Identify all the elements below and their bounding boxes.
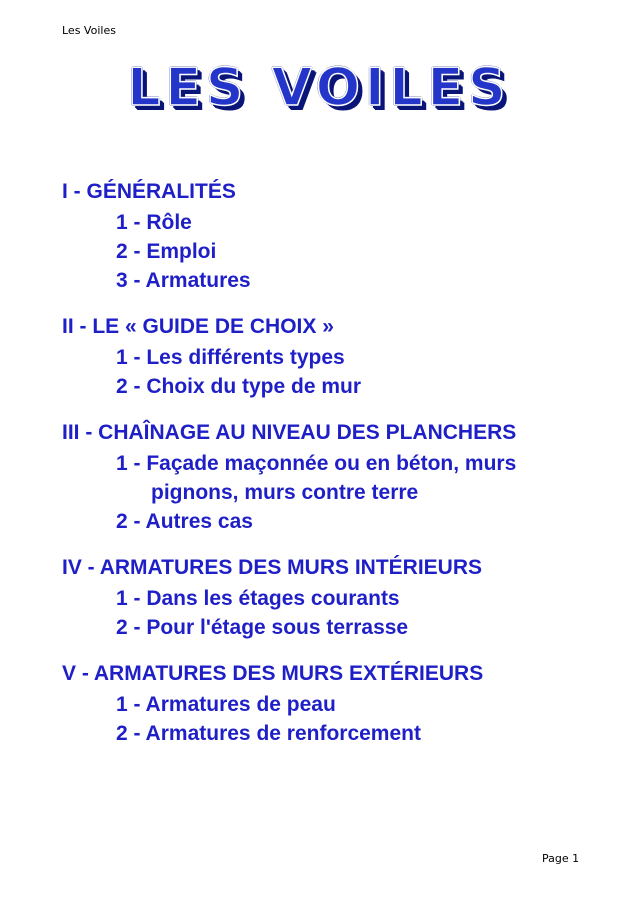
section-title: V - ARMATURES DES MURS EXTÉRIEURS [62, 662, 484, 685]
list-item: 2 - Armatures de renforcement [116, 722, 421, 745]
table-of-contents [62, 176, 602, 748]
list-item-continuation: pignons, murs contre terre [151, 481, 419, 504]
section-items [62, 343, 602, 401]
section-generalites [62, 176, 602, 295]
running-header: Les Voiles [62, 24, 116, 37]
section-guide-de-choix [62, 311, 602, 401]
title-block [0, 58, 638, 118]
list-item: 1 - Les différents types [116, 346, 345, 369]
section-items [62, 690, 602, 748]
section-title: III - CHAÎNAGE AU NIVEAU DES PLANCHERS [62, 421, 517, 444]
document-title: LES VOILES [127, 58, 511, 118]
section-title: I - GÉNÉRALITÉS [62, 180, 236, 203]
list-item: 3 - Armatures [116, 269, 251, 292]
page-number: Page 1 [542, 852, 580, 865]
list-item: 1 - Façade maçonnée ou en béton, murs [116, 452, 517, 475]
list-item: 2 - Autres cas [116, 510, 253, 533]
list-item: 2 - Choix du type de mur [116, 375, 362, 398]
section-title: IV - ARMATURES DES MURS INTÉRIEURS [62, 556, 483, 579]
section-title: II - LE « GUIDE DE CHOIX » [62, 315, 334, 338]
list-item: 2 - Emploi [116, 240, 217, 263]
list-item: 1 - Armatures de peau [116, 693, 336, 716]
list-item: 1 - Rôle [116, 211, 192, 234]
section-chainage [62, 417, 602, 536]
section-items [62, 584, 602, 642]
section-murs-interieurs [62, 552, 602, 642]
section-murs-exterieurs [62, 658, 602, 748]
list-item: 2 - Pour l'étage sous terrasse [116, 616, 409, 639]
section-items [62, 208, 602, 295]
list-item: 1 - Dans les étages courants [116, 587, 400, 610]
section-items [62, 449, 602, 536]
